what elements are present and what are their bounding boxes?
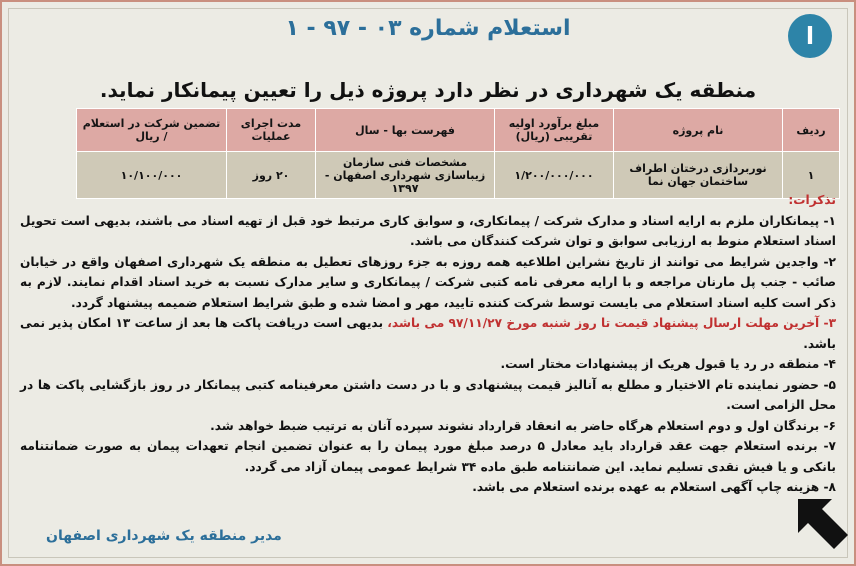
col-row-number: ردیف [783,109,840,152]
note-item: ۷- برنده استعلام جهت عقد قرارداد باید معادل ۵ درصد مبلغ مورد پیمان را به عنوان تضمین انجام تعهدات پیمان به صورت ضمانتنامه بانکی و یا فیش نقدی تسلیم نماید. این ضمانتنامه طبق ماده ۳۴ شرایط عمومی پیمان آزاد می گردد. [20,439,836,474]
arrow-up-left-icon [788,489,856,557]
project-table [76,108,840,199]
deadline-highlight: ۳- آخرین مهلت ارسال پیشنهاد قیمت تا روز شنبه مورخ ۹۷/۱۱/۲۷ می باشد، [387,316,837,330]
cell-project-name: نوربردازی درختان اطراف ساختمان جهان نما [614,152,783,199]
signature: مدیر منطقه یک شهرداری اصفهان [46,528,282,544]
cell-duration: ۲۰ روز [227,152,316,199]
notes-section [20,190,836,498]
col-estimated-amount: مبلغ برآورد اولیه تقریبی (ریال) [495,109,614,152]
cell-estimated-amount: ۱/۲۰۰/۰۰۰/۰۰۰ [495,152,614,199]
notice-title: استعلام شماره ۰۳ - ۹۷ - ۱ [285,16,571,41]
col-guarantee: تضمین شرکت در استعلام / ریال [77,109,227,152]
note-item: ۲- واجدین شرایط می توانند از تاریخ نشراین اطلاعیه همه روزه به جزء روزهای تعطیل به منطقه یک شهرداری اصفهان واقع در خیابان صائب - جنب پل مارنان مراجعه و با ارایه معرفی نامه کتبی شرکت / پیمانکاری و سایر مدارک نسبت به خرید اسناد اقدام نمایند. لازم به ذکر است کلیه اسناد استعلام می بایست توسط شرکت کننده تایید، مهر و امضا شده و طبق شرایط استعلام ضمیمه پیشنهاد گردد. [20,254,836,310]
note-item: ۵- حضور نماینده تام الاختیار و مطلع به آنالیز قیمت پیشنهادی و با در دست داشتن معرفینامه کتبی پیمانکار در روز بازگشایی پاکت ها در محل الزامی است. [20,377,836,412]
note-item: ۶- برندگان اول و دوم استعلام هرگاه حاضر به انعقاد قرارداد نشوند سپرده آنان به ترتیب ضبط خواهد شد. [210,418,836,433]
col-project-name: نام پروژه [614,109,783,152]
municipality-logo-icon: ا [788,14,832,58]
cell-price-list: مشخصات فنی سازمان زیباسازی شهرداری اصفهان - ۱۳۹۷ [316,152,495,199]
col-duration: مدت اجرای عملیات [227,109,316,152]
notes-heading: تذکرات: [788,193,836,207]
note-item: ۸- هزینه چاپ آگهی استعلام به عهده برنده استعلام می باشد. [472,480,836,494]
notice-subtitle: منطقه یک شهرداری در نظر دارد پروژه ذیل را تعیین پیمانکار نماید. [99,78,757,102]
note-item: ۴- منطقه در رد یا قبول هریک از پیشنهادات مختار است. [500,357,836,371]
cell-row-number: ۱ [783,152,840,199]
col-price-list: فهرست بها - سال [316,109,495,152]
deadline-rest: بدیهی است دریافت پاکت ها بعد از ساعت ۱۳ امکان پذیر نمی باشد. [20,316,836,351]
cell-guarantee: ۱۰/۱۰۰/۰۰۰ [77,152,227,199]
note-item: ۱- پیمانکاران ملزم به ارایه اسناد و مدارک شرکت / پیمانکاری، و سوابق کاری مرتبط خود قبل از تهیه اسناد می باشند، بدیهی است تحویل اسناد استعلام منوط به ارزیابی سوابق و توان شرکت کنندگان می باشد. [20,213,836,248]
note-item-deadline [20,313,836,354]
table-header-row [77,109,840,152]
